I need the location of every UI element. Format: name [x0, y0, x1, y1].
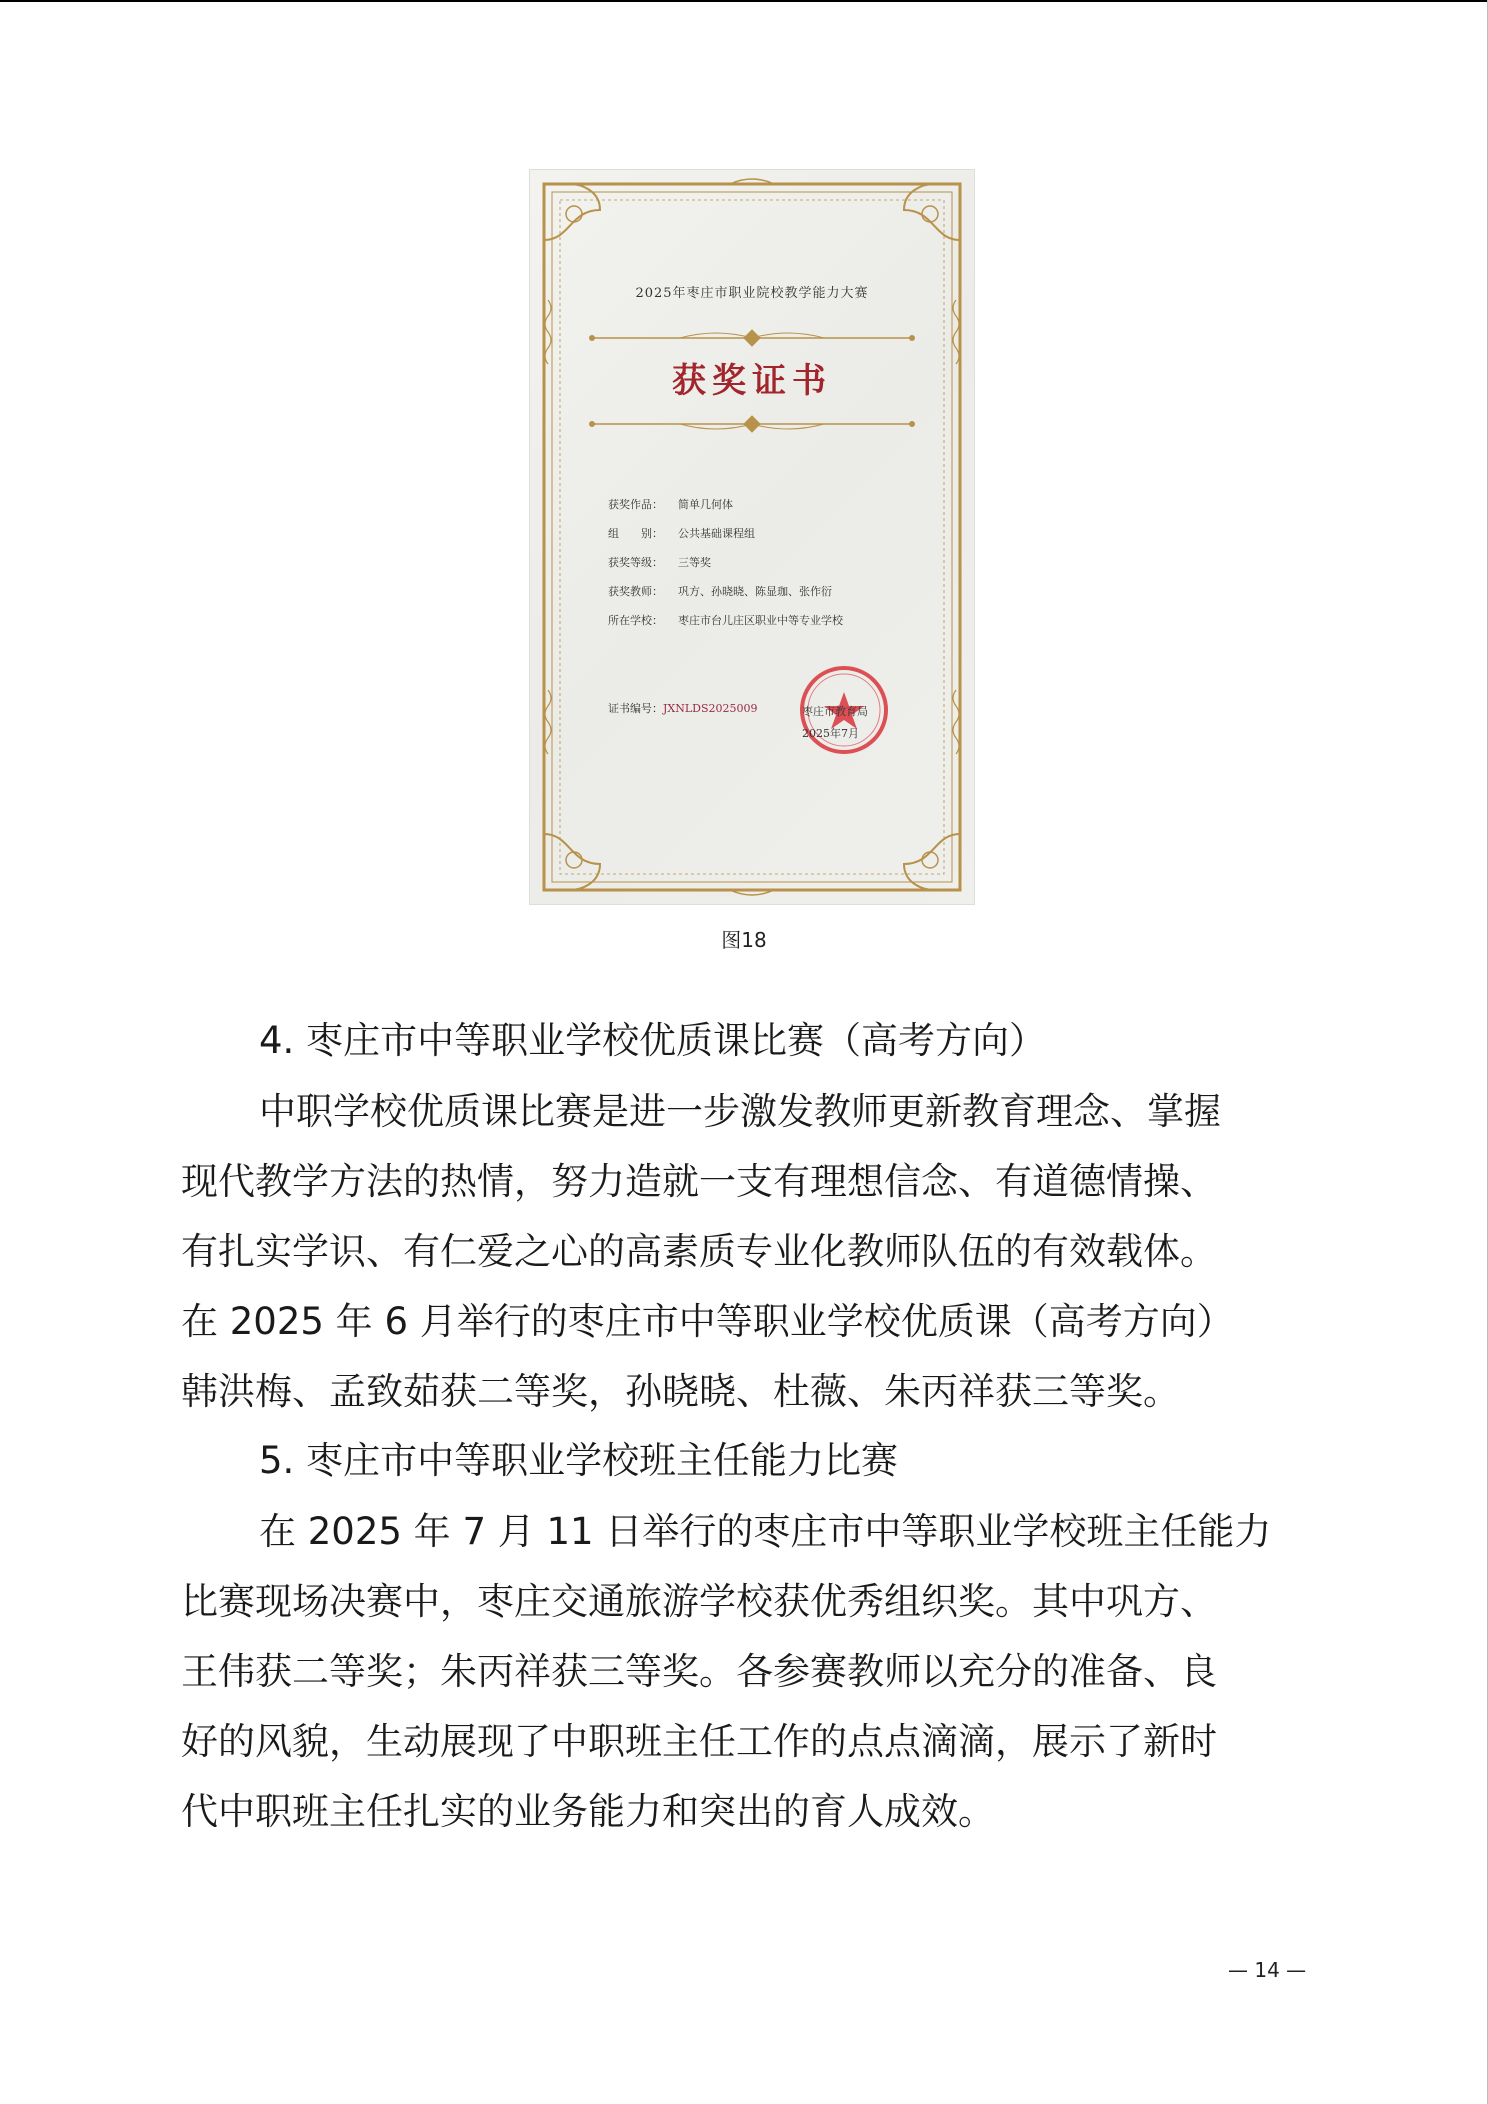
certificate-field-work — [608, 490, 843, 519]
paragraph-line: 王伟获二等奖；朱丙祥获三等奖。各参赛教师以充分的准备、良 — [181, 1650, 1217, 1693]
page-number: — 14 — — [1228, 1958, 1307, 1982]
paragraph-line: 在 2025 年 6 月举行的枣庄市中等职业学校优质课（高考方向） — [181, 1300, 1234, 1343]
paragraph-line: 现代教学方法的热情，努力造就一支有理想信念、有道德情操、 — [181, 1160, 1217, 1203]
certificate-heading: 获奖证书 — [672, 361, 832, 401]
certificate-field-teachers — [608, 577, 843, 606]
top-border-line — [0, 0, 1488, 2]
certificate-competition-title: 2025年枣庄市职业院校教学能力大赛 — [635, 286, 869, 301]
field-label: 组 别： — [608, 527, 663, 540]
field-value: 简单几何体 — [678, 498, 733, 511]
certificate-field-level — [608, 548, 843, 577]
field-value: 公共基础课程组 — [678, 527, 755, 540]
certificate-issuer-block — [802, 701, 868, 745]
certificate-fields — [608, 490, 843, 635]
paragraph-line: 韩洪梅、孟致茹获二等奖，孙晓晓、杜薇、朱丙祥获三等奖。 — [181, 1370, 1180, 1413]
certificate-number-label: 证书编号： — [608, 702, 663, 715]
paragraph-line: 在 2025 年 7 月 11 日举行的枣庄市中等职业学校班主任能力 — [259, 1510, 1272, 1553]
certificate-number — [608, 700, 758, 716]
paragraph-line: 比赛现场决赛中，枣庄交通旅游学校获优秀组织奖。其中巩方、 — [181, 1580, 1217, 1623]
certificate-number-value: JXNLDS2025009 — [663, 702, 758, 715]
section-heading-4: 4. 枣庄市中等职业学校优质课比赛（高考方向） — [259, 1019, 1047, 1062]
paragraph-line: 好的风貌，生动展现了中职班主任工作的点点滴滴，展示了新时 — [181, 1720, 1217, 1763]
paragraph-line: 有扎实学识、有仁爱之心的高素质专业化教师队伍的有效载体。 — [181, 1230, 1217, 1273]
field-label: 所在学校： — [608, 614, 663, 627]
section-heading-5: 5. 枣庄市中等职业学校班主任能力比赛 — [259, 1439, 899, 1482]
field-value: 枣庄市台儿庄区职业中等专业学校 — [678, 614, 843, 627]
certificate-field-group — [608, 519, 843, 548]
figure-caption: 图18 — [721, 928, 767, 952]
paragraph-line: 中职学校优质课比赛是进一步激发教师更新教育理念、掌握 — [259, 1090, 1221, 1133]
certificate-issuer: 枣庄市教育局 — [802, 705, 868, 718]
field-label: 获奖作品： — [608, 498, 663, 511]
certificate-field-school — [608, 606, 843, 635]
field-value: 三等奖 — [678, 556, 711, 569]
field-value: 巩方、孙晓晓、陈显珈、张作衍 — [678, 585, 832, 598]
paragraph-line: 代中职班主任扎实的业务能力和突出的育人成效。 — [181, 1790, 995, 1833]
field-label: 获奖教师： — [608, 585, 663, 598]
certificate-date: 2025年7月 — [802, 727, 859, 740]
award-certificate-image — [530, 170, 974, 904]
field-label: 获奖等级： — [608, 556, 663, 569]
